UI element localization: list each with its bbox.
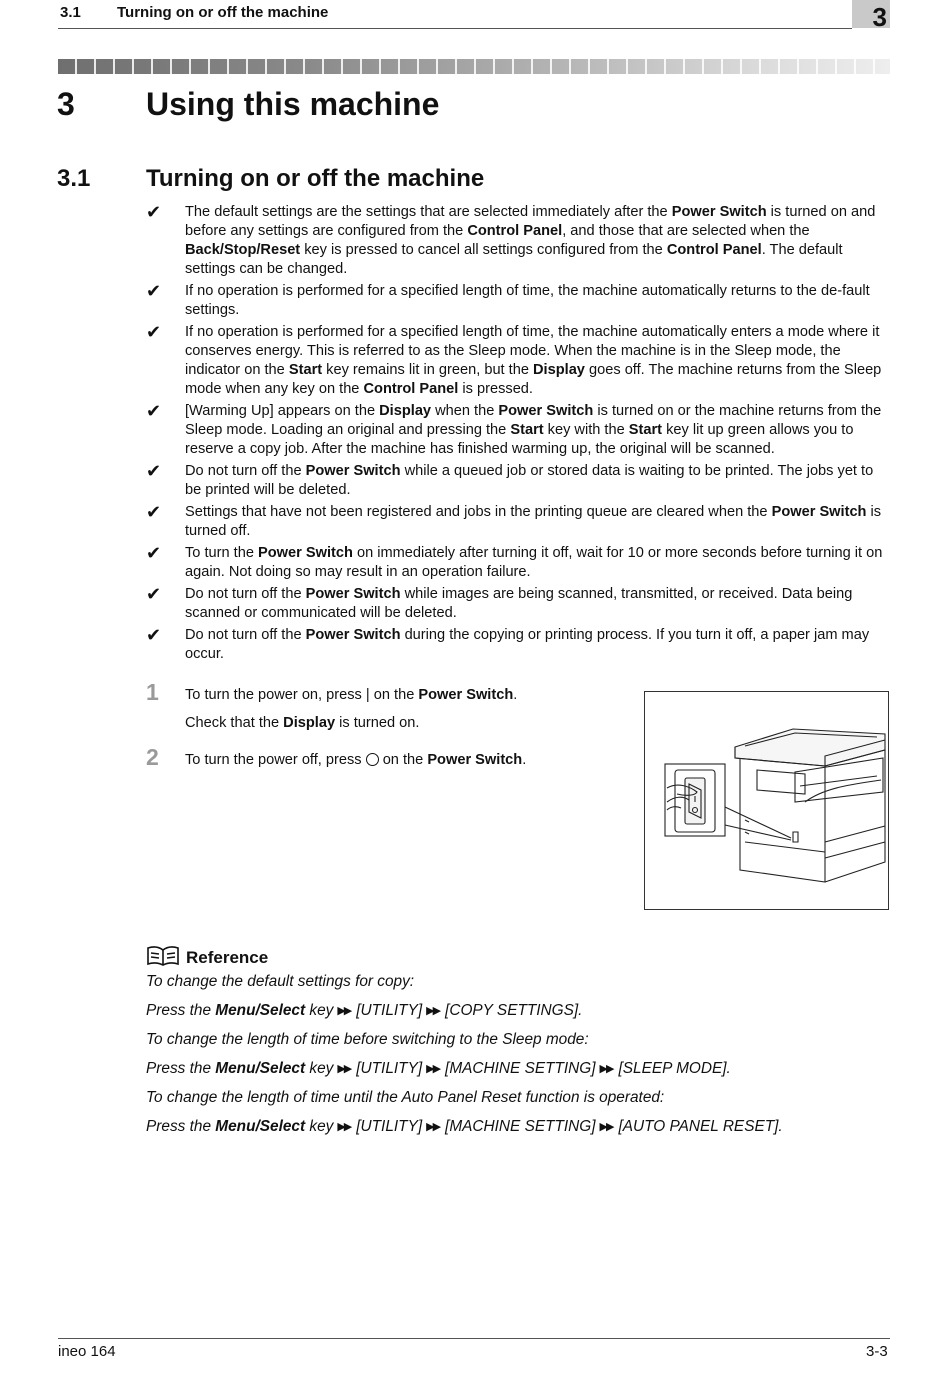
notes-checklist — [146, 203, 891, 667]
checkmark-icon: ✔ — [146, 584, 162, 604]
double-arrow-icon: ▶▶ — [337, 1121, 351, 1133]
double-arrow-icon: ▶▶ — [337, 1005, 351, 1017]
double-arrow-icon: ▶▶ — [426, 1005, 440, 1017]
step-text: To turn the power off, press on the Power Switch. — [185, 752, 527, 768]
section-title: Turning on or off the machine — [146, 165, 485, 192]
open-book-icon — [146, 945, 180, 967]
checkmark-icon: ✔ — [146, 202, 162, 222]
note-item: ✔ The default settings are the settings that are selected immediately after the Power Switch is turned on and before any settings are configured from the Control Panel, and those that are selected when the Back/Stop/Reset key is pressed to cancel all settings configured from the Control Panel. The default settings can be changed. — [146, 202, 876, 277]
footer-product-name: ineo 164 — [58, 1343, 116, 1360]
note-item: ✔ [Warming Up] appears on the Display when the Power Switch is turned on or the machine returns from the Sleep mode. Loading an original and pressing the Start key with the Start key lit up green allows you to reserve a copy job. After the machine has finished warming up, the original will be scanned. — [146, 401, 882, 457]
double-arrow-icon: ▶▶ — [599, 1121, 613, 1133]
header-section-number: 3.1 — [60, 4, 81, 21]
section-number: 3.1 — [57, 165, 91, 192]
reference-reset-path: Press the Menu/Select key ▶▶ [UTILITY] ▶▶ [MACHINE SETTING] ▶▶ [AUTO PANEL RESET]. — [146, 1118, 783, 1135]
checkmark-icon: ✔ — [146, 625, 162, 645]
reference-heading-text: Reference — [186, 948, 269, 967]
double-arrow-icon: ▶▶ — [426, 1121, 440, 1133]
decorative-gradient-bar — [58, 59, 890, 74]
step-number: 1 — [146, 679, 159, 705]
chapter-tab: 3 — [852, 0, 890, 28]
note-item: ✔ Settings that have not been registered and jobs in the printing queue are cleared when the Power Switch is turned off. — [146, 502, 882, 539]
copier-drawing — [645, 692, 888, 909]
note-item: ✔ Do not turn off the Power Switch while images are being scanned, transmitted, or received. Data being scanned or communicated will be deleted. — [146, 584, 853, 621]
header-rule — [58, 28, 852, 29]
step-text: To turn the power on, press | on the Power Switch. — [185, 687, 518, 703]
note-item: ✔ Do not turn off the Power Switch while a queued job or stored data is waiting to be printed. The jobs yet to be printed will be deleted. — [146, 461, 874, 498]
chapter-number: 3 — [57, 86, 75, 122]
double-arrow-icon: ▶▶ — [337, 1063, 351, 1075]
note-item: ✔ To turn the Power Switch on immediately after turning it off, wait for 10 or more seconds before turning it on again. Not doing so may result in an operation failure. — [146, 543, 883, 580]
footer-page-number: 3-3 — [866, 1343, 888, 1360]
reference-heading — [146, 945, 268, 968]
reference-sleep-intro: To change the length of time before switching to the Sleep mode: — [146, 1031, 589, 1048]
checkmark-icon: ✔ — [146, 322, 162, 342]
checkmark-icon: ✔ — [146, 281, 162, 301]
power-off-symbol-icon — [366, 753, 379, 766]
reference-copy-path: Press the Menu/Select key ▶▶ [UTILITY] ▶▶ [COPY SETTINGS]. — [146, 1002, 583, 1019]
footer-rule — [58, 1338, 890, 1339]
checkmark-icon: ✔ — [146, 502, 162, 522]
reference-reset-intro: To change the length of time until the Auto Panel Reset function is operated: — [146, 1089, 665, 1106]
reference-copy-intro: To change the default settings for copy: — [146, 973, 415, 990]
double-arrow-icon: ▶▶ — [599, 1063, 613, 1075]
checkmark-icon: ✔ — [146, 543, 162, 563]
step-1-substep: Check that the Display is turned on. — [185, 715, 420, 731]
note-item: ✔ Do not turn off the Power Switch during the copying or printing process. If you turn it off, a paper jam may occur. — [146, 625, 870, 662]
step-number: 2 — [146, 744, 159, 770]
double-arrow-icon: ▶▶ — [426, 1063, 440, 1075]
reference-sleep-path: Press the Menu/Select key ▶▶ [UTILITY] ▶▶ [MACHINE SETTING] ▶▶ [SLEEP MODE]. — [146, 1060, 731, 1077]
note-item: ✔ If no operation is performed for a specified length of time, the machine automatically enters a mode where it conserves energy. This is referred to as the Sleep mode. When the machine is in the Sleep mode, the indicator on the Start key remains lit in green, but the Display goes off. The machine returns from the Sleep mode when any key on the Control Panel is pressed. — [146, 322, 882, 397]
header-section-title: Turning on or off the machine — [117, 4, 329, 21]
power-switch-illustration — [644, 691, 889, 910]
chapter-title: Using this machine — [146, 86, 440, 122]
note-item: ✔ If no operation is performed for a specified length of time, the machine automatically returns to the de-fault settings. — [146, 281, 870, 318]
checkmark-icon: ✔ — [146, 461, 162, 481]
checkmark-icon: ✔ — [146, 401, 162, 421]
